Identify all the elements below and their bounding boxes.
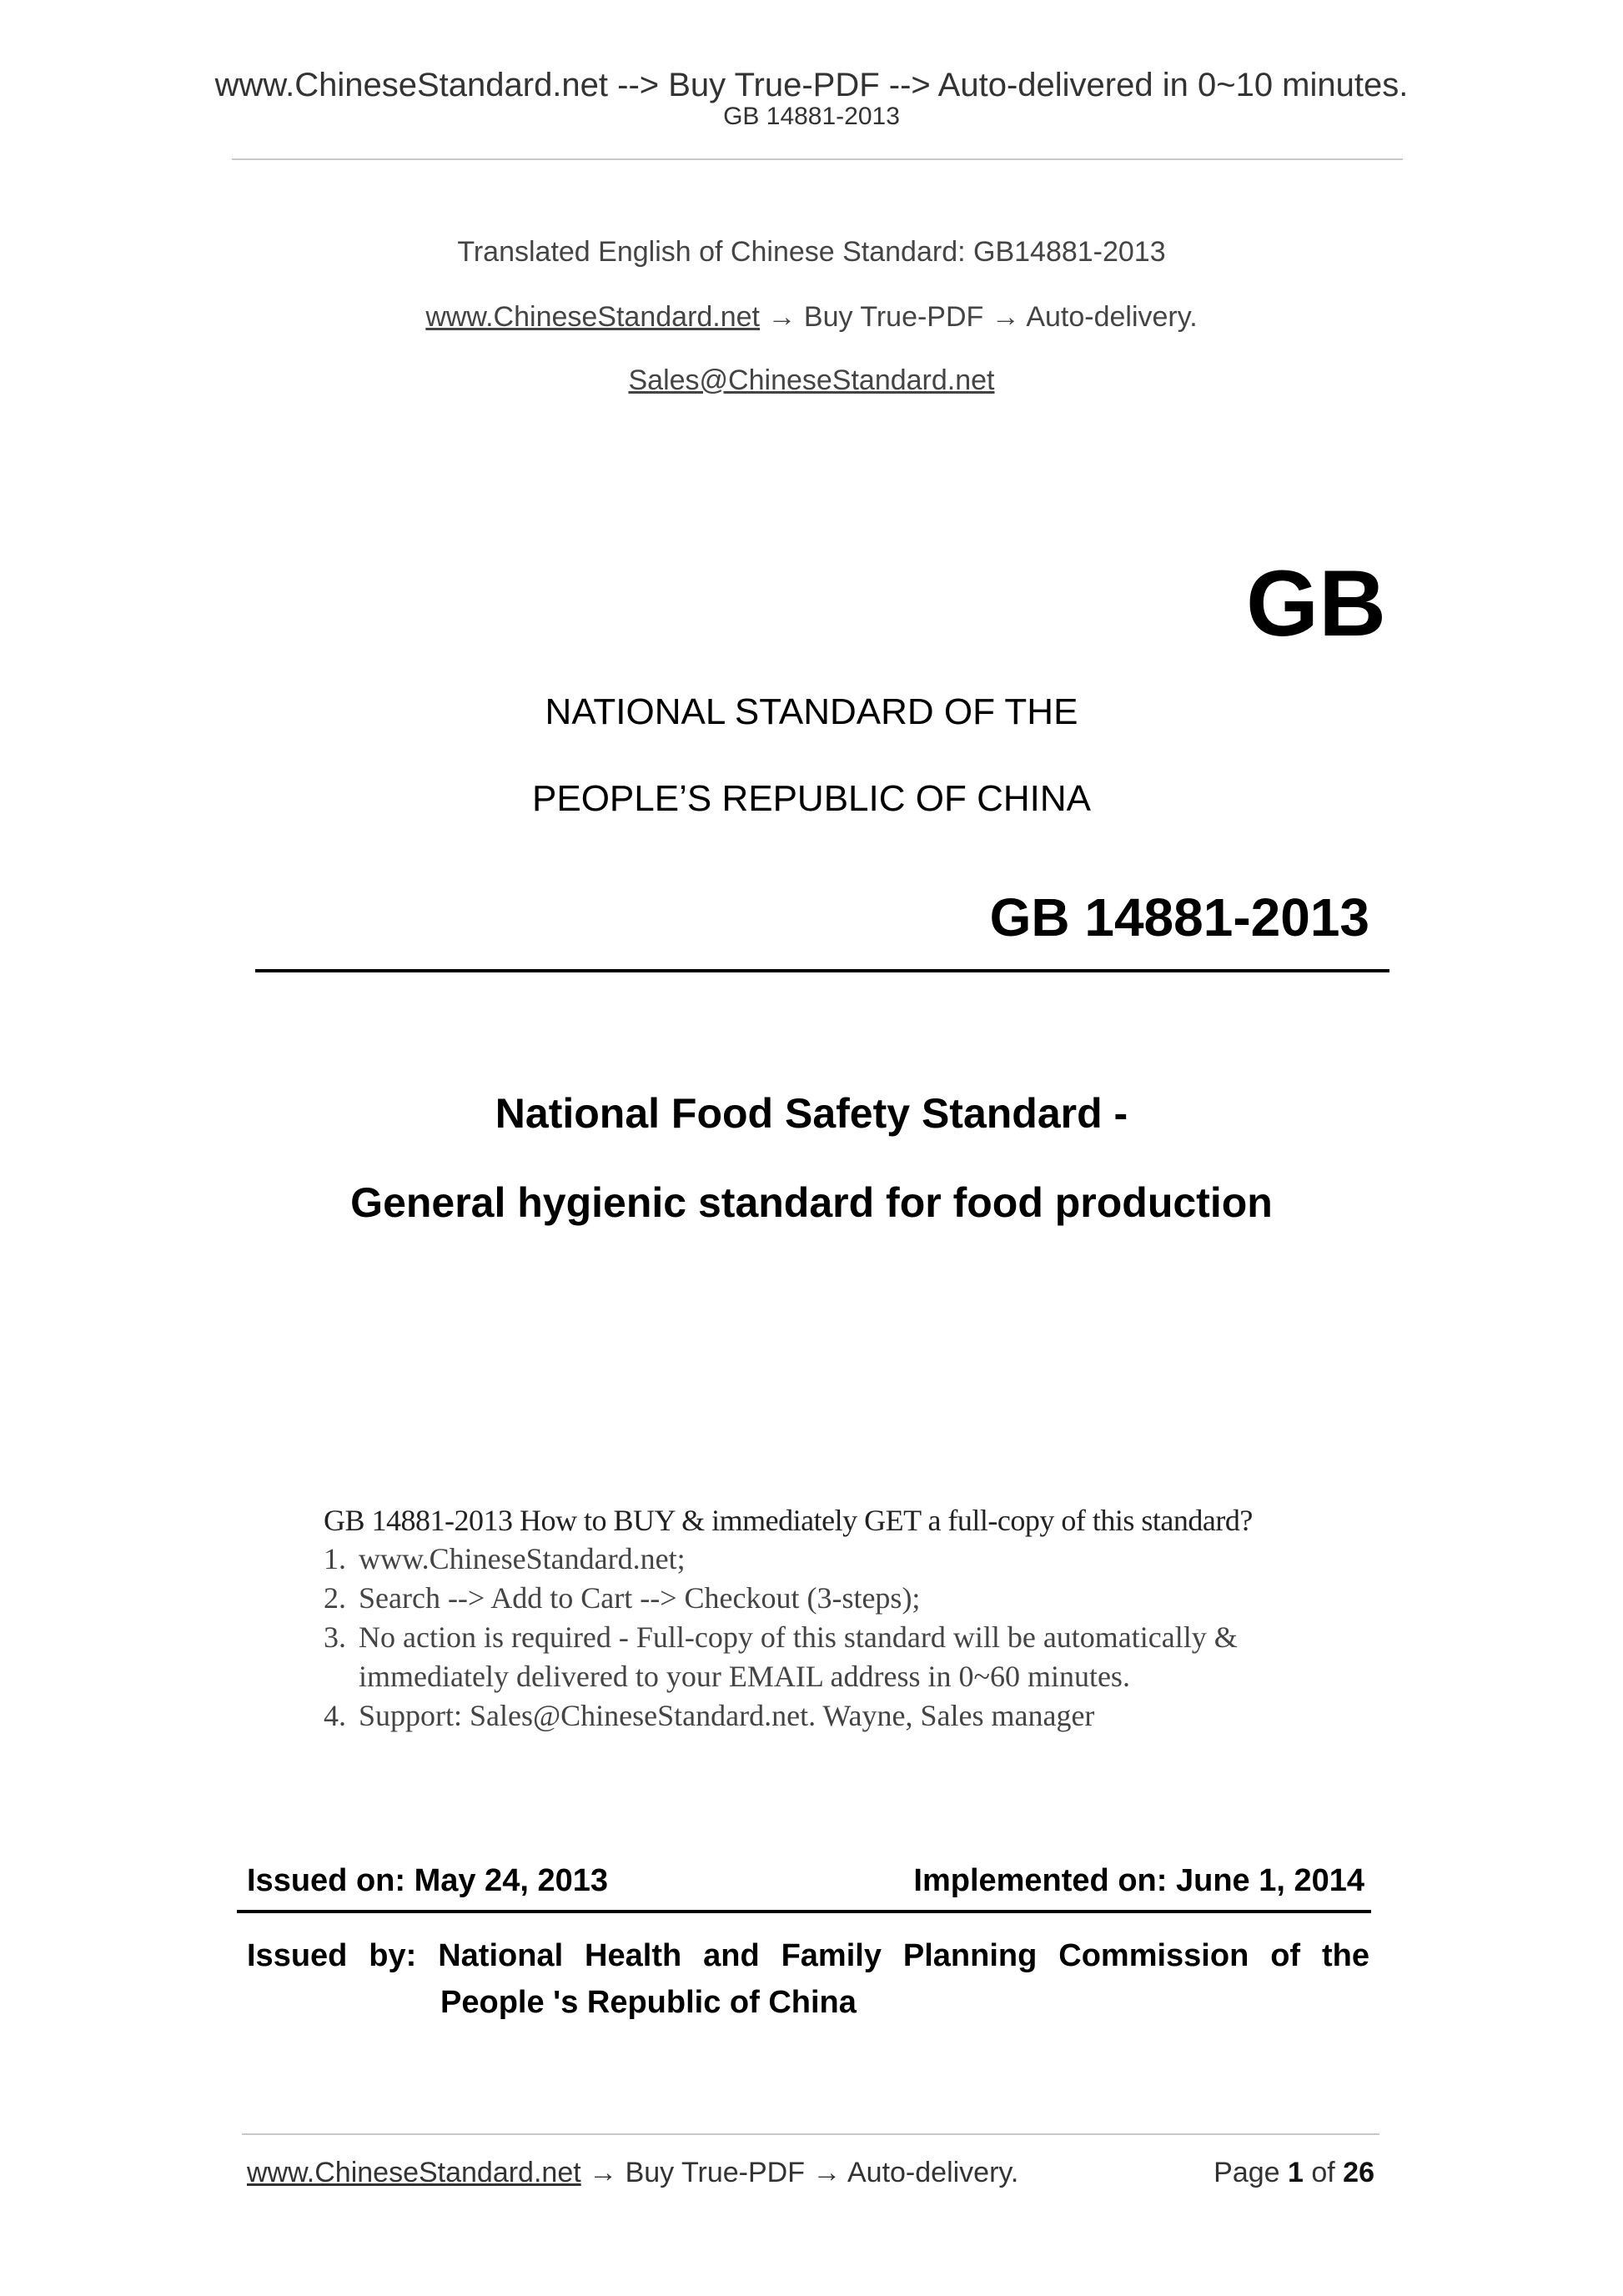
purchase-step-text: www.ChineseStandard.net; bbox=[359, 1542, 686, 1575]
issued-on-date: Issued on: May 24, 2013 bbox=[247, 1863, 608, 1898]
header-banner: www.ChineseStandard.net --> Buy True-PDF --> Auto-delivered in 0~10 minutes. bbox=[214, 67, 1409, 103]
footer-buy-rest: → Buy True-PDF → Auto-delivery. bbox=[580, 2157, 1019, 2188]
dates-rule bbox=[237, 1910, 1371, 1913]
document-title-line-2: General hygienic standard for food production bbox=[350, 1179, 1273, 1226]
document-title-line-1: National Food Safety Standard - bbox=[495, 1090, 1128, 1137]
purchase-instructions bbox=[324, 1501, 1408, 1736]
purchase-heading: GB 14881-2013 How to BUY & immediately GET a full-copy of this standard? bbox=[324, 1504, 1253, 1537]
standard-number-rule bbox=[255, 969, 1389, 972]
issued-by-line-2: People 's Republic of China bbox=[440, 1985, 857, 2020]
sales-line bbox=[0, 364, 1623, 397]
purchase-step-text: Search --> Add to Cart --> Checkout (3-steps); bbox=[359, 1581, 921, 1615]
gb-mark: GB bbox=[1246, 551, 1386, 656]
page-of: of bbox=[1303, 2157, 1344, 2188]
purchase-step-number: 2. bbox=[324, 1581, 346, 1615]
page-current: 1 bbox=[1288, 2157, 1304, 2188]
purchase-step bbox=[324, 1696, 1408, 1736]
issued-by-line-1: Issued by: National Health and Family Planning Commission of the bbox=[247, 1938, 1369, 1973]
purchase-step-number: 3. bbox=[324, 1620, 346, 1654]
translation-line: Translated English of Chinese Standard: GB14881-2013 bbox=[457, 236, 1166, 268]
footer-site-link[interactable]: www.ChineseStandard.net bbox=[247, 2157, 581, 2188]
footer-divider bbox=[242, 2133, 1379, 2135]
buy-line-rest: → Buy True-PDF → Auto-delivery. bbox=[760, 301, 1198, 333]
page-indicator bbox=[1084, 2155, 1374, 2190]
implemented-on-date: Implemented on: June 1, 2014 bbox=[913, 1863, 1364, 1898]
purchase-step-text: No action is required - Full-copy of this standard will be automatically & immediately delivered to your EMAIL address in 0~60 minutes. bbox=[359, 1620, 1238, 1693]
purchase-step-number: 1. bbox=[324, 1542, 346, 1575]
page-label: Page bbox=[1213, 2157, 1288, 2188]
footer-buy-line bbox=[247, 2155, 1018, 2190]
page-total: 26 bbox=[1343, 2157, 1374, 2188]
standard-number: GB 14881-2013 bbox=[989, 887, 1369, 947]
national-standard-line-2: PEOPLE’S REPUBLIC OF CHINA bbox=[532, 778, 1091, 819]
national-standard-line-1: NATIONAL STANDARD OF THE bbox=[545, 691, 1078, 732]
purchase-step-number: 4. bbox=[324, 1699, 346, 1732]
sales-email-link[interactable]: Sales@ChineseStandard.net bbox=[628, 364, 995, 396]
header-divider bbox=[232, 158, 1403, 160]
purchase-step bbox=[324, 1618, 1301, 1696]
purchase-step bbox=[324, 1540, 1408, 1579]
header-standard-code: GB 14881-2013 bbox=[723, 103, 900, 130]
purchase-step bbox=[324, 1579, 1408, 1618]
purchase-step-text: Support: Sales@ChineseStandard.net. Wayne, Sales manager bbox=[359, 1699, 1095, 1732]
site-link[interactable]: www.ChineseStandard.net bbox=[425, 301, 761, 333]
buy-line bbox=[0, 300, 1623, 334]
